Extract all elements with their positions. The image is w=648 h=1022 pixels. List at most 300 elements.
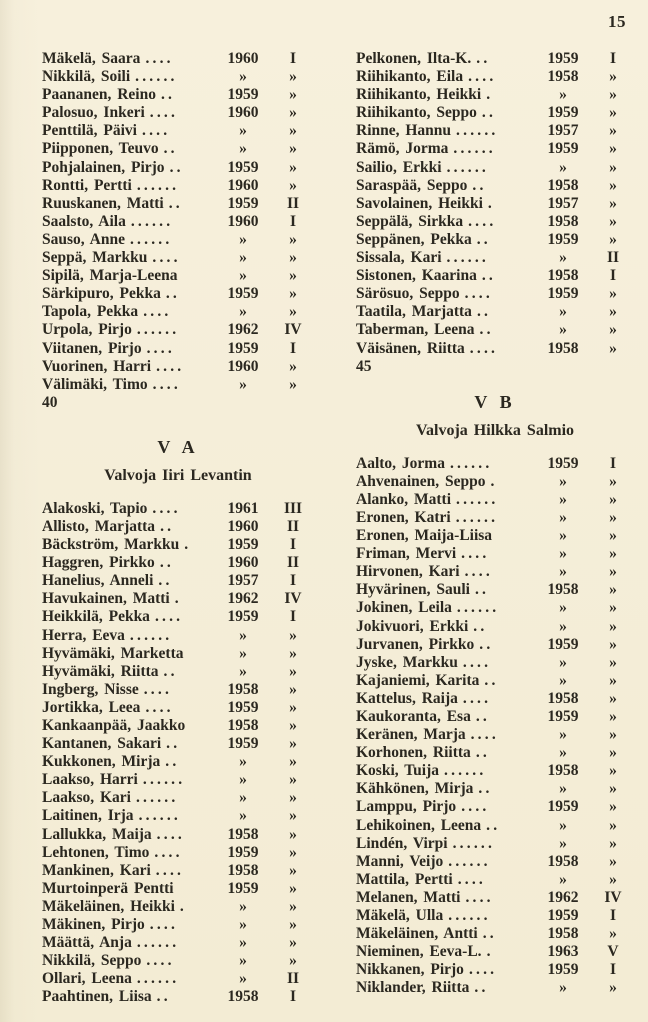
student-name: Kattelus, Raija [356,689,458,707]
student-name: Mäkeläinen, Antti [356,925,478,943]
start-year: 1959 [547,961,579,979]
student-name: Kähkönen, Mirja [356,780,474,798]
dot-leader: .. [158,572,173,590]
grade-numeral: » [609,321,617,339]
student-name: Ruuskanen, Matti [42,194,164,212]
section-heading: V B [474,391,516,412]
roster-row [356,195,634,213]
name-with-leader [42,844,214,862]
start-year: » [559,303,567,321]
grade-numeral: » [289,122,297,140]
student-name: Hyvämäki, Marketta [42,644,184,662]
roster-row [356,231,634,249]
student-name: Jyske, Markku [356,653,458,671]
start-year: 1958 [227,717,259,734]
name-with-leader [42,826,214,844]
student-name: Pohjalainen, Pirjo [42,158,165,176]
student-name: Pelkonen, Ilta-K. [356,50,472,67]
name-with-leader [42,249,214,267]
dot-leader: .... [152,249,181,267]
name-with-leader [356,961,534,979]
name-with-leader [42,862,214,880]
name-with-leader [356,303,534,321]
roster-row [42,934,314,952]
start-year: » [559,671,567,689]
dot-leader: .... [146,952,175,970]
grade-numeral: » [289,230,297,248]
start-year: » [239,952,247,970]
student-name: Mäkelä, Saara [42,50,141,67]
student-name: Tapola, Pekka [42,303,139,321]
roster-row [42,826,314,844]
grade-numeral: » [289,176,297,194]
name-with-leader [356,618,534,636]
name-with-leader [356,744,534,762]
roster-row [42,627,314,645]
name-with-leader [356,267,534,285]
grade-numeral: » [609,581,617,599]
grade-numeral: I [609,267,617,285]
start-year: 1959 [227,735,259,753]
grade-numeral: » [609,490,617,508]
roster-row [42,86,314,104]
dot-leader: .. [481,267,497,285]
grade-numeral: » [609,744,617,762]
roster-row [42,321,314,339]
grade-numeral: » [609,671,617,689]
name-with-leader [42,340,214,358]
roster-row [356,835,634,853]
dot-leader: . [486,943,494,961]
dot-leader: ...... [138,807,182,825]
right-column [356,50,634,1007]
start-year: » [559,617,567,635]
start-year: 1958 [547,176,579,194]
dot-leader: .... [464,285,493,303]
student-name: Ahvenainen, Seppo [356,472,486,490]
dot-leader: .... [462,689,492,707]
student-name: Hirvonen, Kari [356,563,460,581]
grade-numeral: II [606,249,620,267]
roster-row [356,581,634,599]
student-name: Mäkeläinen, Heikki [42,897,175,915]
grade-numeral: » [289,626,297,644]
start-year: 1959 [227,843,259,861]
roster-row [42,753,314,771]
roster-row [42,916,314,934]
dot-leader: ...... [129,230,173,248]
grade-numeral: » [609,653,617,671]
student-name: Jortikka, Leea [42,698,141,716]
section-heading: V A [157,436,199,457]
start-year: 1959 [227,285,259,303]
student-name: Niklander, Riitta [356,979,470,997]
grade-numeral: » [609,925,617,943]
start-year: » [559,86,567,104]
grade-numeral: » [289,717,297,734]
dot-leader: .. [476,303,492,321]
roster-list [356,455,634,998]
grade-numeral: » [609,194,617,212]
grade-numeral: » [609,472,617,490]
name-with-leader [42,572,214,590]
name-with-leader [356,563,534,581]
student-name: Murtoinperä Pentti [42,879,174,897]
dot-leader: .... [461,545,490,563]
student-name: Laakso, Harri [42,771,138,789]
roster-row [42,358,314,376]
name-with-leader [356,122,534,140]
student-name: Mäkelä, Ulla [356,907,444,925]
dot-leader: .. [481,104,497,122]
grade-numeral: » [609,852,617,870]
dot-leader: ...... [446,158,490,176]
student-name: Väisänen, Riitta [356,339,465,357]
roster-row [42,880,314,898]
student-name: Eronen, Katri [356,508,451,526]
student-name: Heikkilä, Pekka [42,608,150,626]
start-year: 1960 [227,50,259,67]
grade-numeral: » [289,789,297,807]
start-year: 1960 [227,212,259,230]
student-name: Nikkilä, Seppo [42,952,142,970]
grade-numeral: » [609,104,617,122]
name-with-leader [42,267,214,285]
roster-row [42,807,314,825]
student-name: Mäkinen, Pirjo [42,916,145,934]
name-with-leader [356,213,534,231]
grade-numeral: I [289,212,297,230]
start-year: » [239,140,247,158]
dot-leader: .. [166,735,181,753]
roster-row [356,249,634,267]
dot-leader: .. [165,285,181,303]
roster-row [356,871,634,889]
name-with-leader [356,943,534,961]
roster-row [42,104,314,122]
grade-numeral: » [609,798,617,816]
student-name: Friman, Mervi [356,545,457,563]
roster-list [42,500,314,1007]
grade-numeral: V [607,943,619,961]
name-with-leader [356,195,534,213]
grade-numeral: » [609,527,617,545]
grade-numeral: IV [284,321,302,339]
start-year: 1957 [227,572,259,590]
roster-list-continued [356,50,634,358]
student-name: Määttä, Anja [42,934,132,952]
start-year: 1958 [547,68,579,86]
name-with-leader [356,527,534,545]
grade-numeral: I [289,536,297,554]
roster-row [42,554,314,572]
start-year: » [559,599,567,617]
roster-row [356,961,634,979]
name-with-leader [356,817,534,835]
name-with-leader [42,213,214,231]
grade-numeral: » [289,735,297,753]
student-name: Seppä, Markku [42,249,148,267]
dot-leader: .. [474,581,490,599]
dot-leader: .. [476,230,491,248]
roster-row [356,509,634,527]
roster-row [356,979,634,997]
dot-leader: .... [156,357,185,375]
dot-leader: ...... [136,176,180,194]
grade-numeral: » [289,934,297,952]
grade-numeral: I [289,988,297,1006]
grade-numeral: » [289,807,297,825]
roster-row [42,970,314,988]
name-with-leader [42,321,214,339]
dot-leader: .. [474,979,489,997]
start-year: 1958 [547,852,579,870]
roster-row [42,735,314,753]
name-with-leader [356,68,534,86]
dot-leader: .. [473,617,488,635]
start-year: 1958 [547,689,579,707]
start-year: 1959 [547,230,579,248]
dot-leader: .. [475,744,490,762]
dot-leader: .... [145,698,174,716]
dot-leader: .. [476,50,491,67]
dot-leader: .. [156,988,171,1006]
roster-row [356,744,634,762]
dot-leader: ...... [136,321,180,339]
student-name: Jurvanen, Pirkko [356,635,475,653]
roster-row [356,491,634,509]
name-with-leader [42,717,214,735]
student-name: Allisto, Marjatta [42,517,156,535]
start-year: 1958 [547,581,579,599]
student-name: Mattila, Pertti [356,870,453,888]
start-year: » [559,834,567,852]
roster-row [42,303,314,321]
roster-row [42,231,314,249]
dot-leader: . [179,897,187,915]
start-year: 1959 [547,104,579,122]
student-name: Vuorinen, Harri [42,357,152,375]
student-name: Sauso, Anne [42,230,125,248]
page-number: 15 [608,12,626,31]
dot-leader: .... [156,825,185,843]
grade-numeral: » [289,267,297,285]
start-year: 1958 [227,988,259,1006]
roster-row [356,925,634,943]
student-name: Savolainen, Heikki [356,194,483,212]
name-with-leader [42,681,214,699]
student-name: Paananen, Reino [42,86,156,104]
start-year: » [239,230,247,248]
dot-leader: . [184,536,192,554]
start-year: 1959 [227,194,259,212]
section-supervisor: Valvoja Hilkka Salmio [415,421,575,439]
grade-numeral: » [609,339,617,357]
student-name: Välimäki, Timo [42,375,148,393]
grade-numeral: » [289,644,297,662]
roster-row [356,798,634,816]
grade-numeral: I [289,572,297,590]
grade-numeral: » [609,285,617,303]
grade-numeral: » [289,698,297,716]
roster-row [42,771,314,789]
grade-numeral: » [289,897,297,915]
grade-numeral: » [289,285,297,303]
roster-row [42,681,314,699]
start-year: » [559,744,567,762]
name-with-leader [356,159,534,177]
grade-numeral: » [289,861,297,879]
start-year: 1963 [547,943,579,961]
grade-numeral: II [286,970,300,988]
name-with-leader [42,303,214,321]
start-year: » [239,626,247,644]
student-name: Särkipuro, Pekka [42,285,161,303]
start-year: » [239,916,247,934]
name-with-leader [42,104,214,122]
dot-leader: ...... [136,970,180,988]
student-name: Saraspää, Seppo [356,176,468,194]
name-with-leader [356,907,534,925]
roster-row [42,500,314,518]
grade-numeral: » [609,599,617,617]
start-year: 1958 [227,861,259,879]
name-with-leader [356,50,534,68]
roster-row [42,536,314,554]
start-year: 1958 [227,825,259,843]
student-name: Piipponen, Teuvo [42,140,159,158]
name-with-leader [42,663,214,681]
name-with-leader [42,916,214,934]
start-year: » [239,644,247,662]
roster-row [356,690,634,708]
grade-numeral: » [609,158,617,176]
dot-leader: .... [154,843,183,861]
roster-row [356,140,634,158]
start-year: » [559,472,567,490]
name-with-leader [356,762,534,780]
start-year: » [559,508,567,526]
start-year: » [559,979,567,997]
dot-leader: ...... [130,212,174,230]
start-year: » [239,375,247,393]
roster-row [42,195,314,213]
roster-row [42,267,314,285]
dot-leader: ...... [135,789,179,807]
dot-leader: .... [149,104,179,122]
start-year: » [239,249,247,267]
dot-leader: ...... [456,599,500,617]
dot-leader: .. [478,780,493,798]
start-year: 1959 [547,285,579,303]
dot-leader: ...... [136,934,180,952]
student-name: Hyvärinen, Sauli [356,581,470,599]
name-with-leader [42,177,214,195]
dot-leader: ...... [448,852,491,870]
grade-numeral: » [609,816,617,834]
roster-row [356,853,634,871]
grade-numeral: » [609,176,617,194]
grade-numeral: » [289,249,297,267]
roster-row [42,140,314,158]
name-with-leader [356,104,534,122]
roster-row [42,213,314,231]
roster-row [42,862,314,880]
grade-numeral: » [609,303,617,321]
student-name: Sipilä, Marja-Leena [42,267,178,285]
dot-leader: .. [169,158,184,176]
start-year: 1962 [547,888,579,906]
start-year: 1959 [547,708,579,725]
roster-row [42,898,314,916]
roster-row [356,340,634,358]
name-with-leader [42,122,214,140]
roster-row [42,68,314,86]
dot-leader: .... [457,870,486,888]
start-year: » [239,934,247,952]
start-year: » [239,122,247,140]
dot-leader: . [174,590,182,608]
name-with-leader [42,970,214,988]
roster-row [356,762,634,780]
start-year: 1959 [227,339,259,357]
dot-leader: ...... [456,122,499,140]
name-with-leader [42,608,214,626]
grade-numeral: » [609,834,617,852]
student-name: Havukainen, Matti [42,590,170,608]
name-with-leader [356,708,534,726]
start-year: 1959 [227,536,259,554]
start-year: » [239,771,247,789]
name-with-leader [42,988,214,1006]
roster-row [356,68,634,86]
student-name: Saalsto, Aila [42,212,126,230]
grade-numeral: I [609,961,617,979]
roster-row [42,590,314,608]
student-name: Palosuo, Inkeri [42,104,145,122]
start-year: 1962 [227,321,259,339]
roster-row [356,159,634,177]
roster-row [42,645,314,663]
dot-leader: .... [149,916,179,934]
student-name: Koski, Tuija [356,762,439,780]
grade-numeral: I [289,608,297,626]
student-name: Ingberg, Nisse [42,680,139,698]
grade-numeral: » [609,86,617,104]
start-year: » [239,303,247,321]
start-year: 1959 [227,158,259,176]
name-with-leader [356,285,534,303]
name-with-leader [42,554,214,572]
student-name: Kukkonen, Mirja [42,753,161,771]
start-year: » [239,897,247,915]
dot-leader: .. [472,176,487,194]
name-with-leader [42,358,214,376]
grade-numeral: » [609,563,617,581]
roster-row [42,122,314,140]
student-name: Eronen, Maija-Liisa [356,527,493,545]
roster-row [356,907,634,925]
student-name: Rinne, Hannu [356,122,452,140]
start-year: » [239,970,247,988]
start-year: » [559,653,567,671]
grade-numeral: » [609,212,617,230]
dot-leader: .. [168,194,183,212]
grade-numeral: » [289,104,297,122]
student-name: Herra, Eeva [42,626,125,644]
dot-leader: .... [465,888,494,906]
student-name: Haggren, Pirkko [42,554,155,572]
